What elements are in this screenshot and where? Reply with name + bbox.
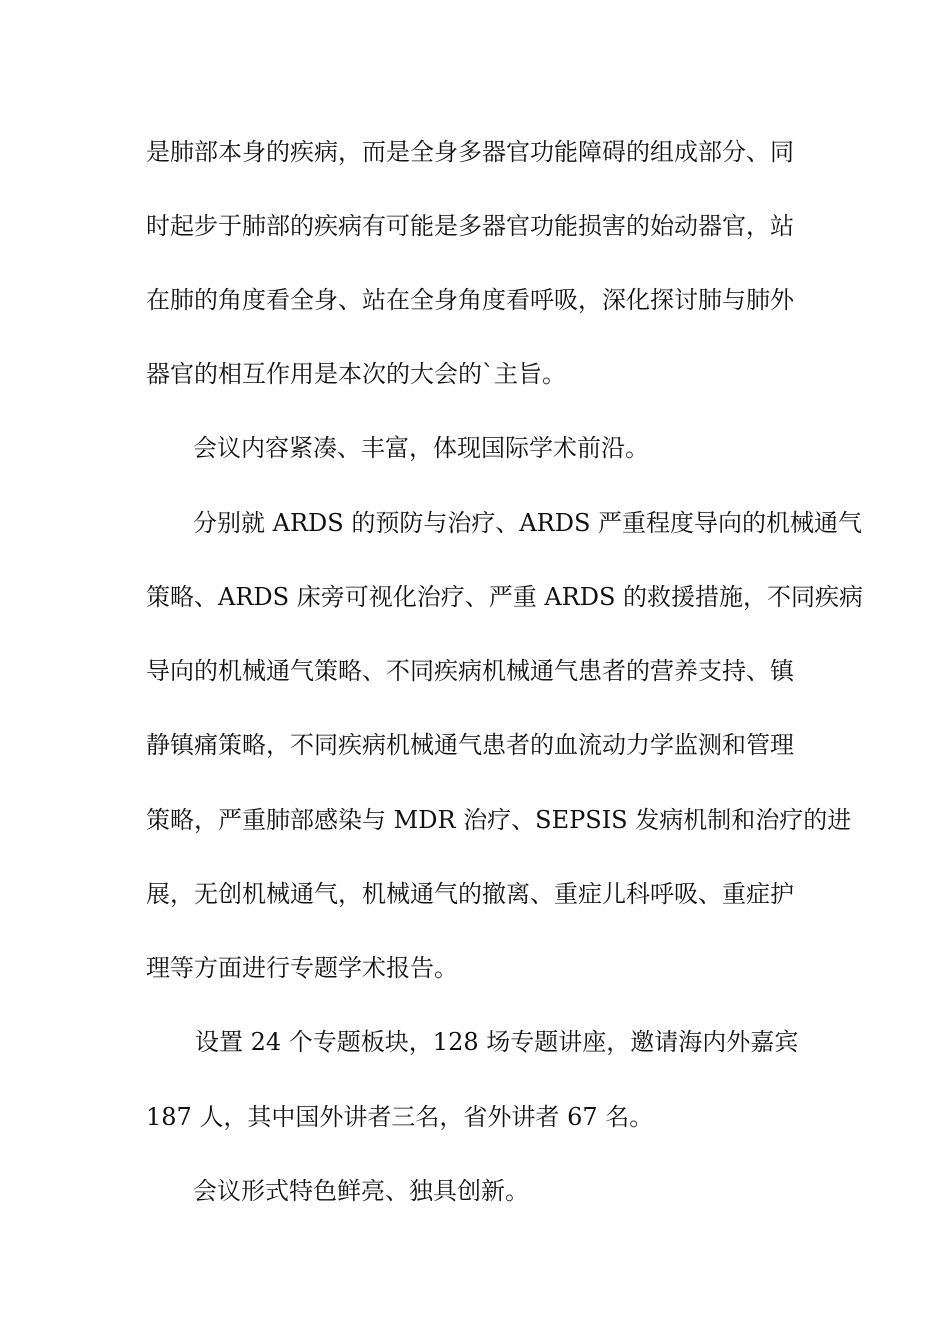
text-line: 是肺部本身的疾病，而是全身多器官功能障碍的组成部分、同 <box>146 138 794 166</box>
text-line: 器官的相互作用是本次的大会的`主旨。 <box>146 360 566 388</box>
text-line: 展，无创机械通气，机械通气的撤离、重症儿科呼吸、重症护 <box>146 880 794 908</box>
text-line: 理等方面进行专题学术报告。 <box>146 954 458 982</box>
paragraph-first-line: 会议形式特色鲜亮、独具创新。 <box>193 1177 529 1205</box>
paragraph-first-line: 分别就 ARDS 的预防与治疗、ARDS 严重程度导向的机械通气 <box>193 509 863 537</box>
text-line: 策略，严重肺部感染与 MDR 治疗、SEPSIS 发病机制和治疗的进 <box>146 806 852 834</box>
text-line: 静镇痛策略，不同疾病机械通气患者的血流动力学监测和管理 <box>146 731 794 759</box>
text-line: 187 人，其中国外讲者三名，省外讲者 67 名。 <box>146 1103 654 1131</box>
paragraph-first-line: 设置 24 个专题板块，128 场专题讲座，邀请海内外嘉宾 <box>195 1028 799 1056</box>
text-line: 在肺的角度看全身、站在全身角度看呼吸，深化探讨肺与肺外 <box>146 286 794 314</box>
paragraph-first-line: 会议内容紧凑、丰富，体现国际学术前沿。 <box>193 434 649 462</box>
text-line: 策略、ARDS 床旁可视化治疗、严重 ARDS 的救援措施，不同疾病 <box>146 583 864 611</box>
text-line: 时起步于肺部的疾病有可能是多器官功能损害的始动器官，站 <box>146 212 794 240</box>
text-line: 导向的机械通气策略、不同疾病机械通气患者的营养支持、镇 <box>146 657 794 685</box>
